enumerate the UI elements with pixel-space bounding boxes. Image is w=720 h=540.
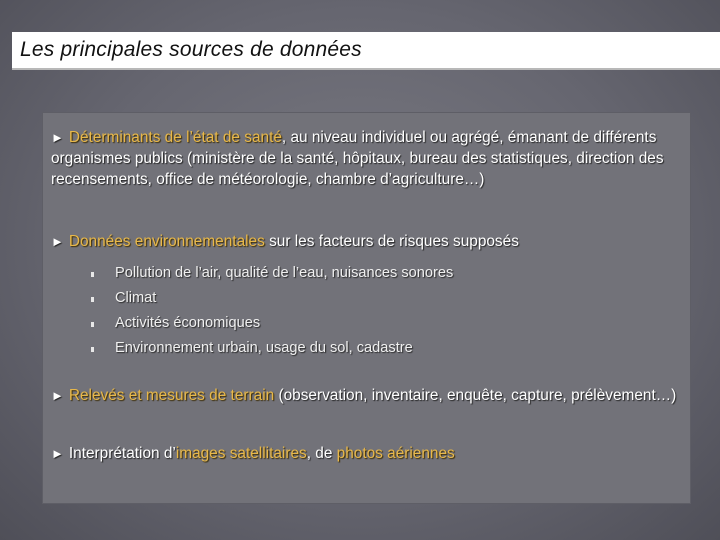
title-bar [12, 32, 720, 70]
sub-list-item [87, 290, 453, 315]
square-bullet-icon [91, 272, 94, 277]
arrow-bullet-icon: ► [51, 130, 64, 145]
sub-item-text: Pollution de l’air, qualité de l’eau, nuisances sonores [115, 265, 454, 281]
bullet-highlight: images satellitaires [175, 445, 307, 462]
bullet-highlight: Déterminants de l’état de santé [68, 129, 282, 146]
content-panel [42, 112, 691, 504]
sub-list-item [87, 340, 453, 365]
sub-item-text: Climat [115, 290, 157, 306]
bullet-highlight: Relevés et mesures de terrain [68, 387, 275, 404]
bullet-text: (observation, inventaire, enquête, capture, prélèvement…) [274, 387, 677, 404]
bullet-determinants [51, 127, 687, 190]
bullet-text: , de [306, 445, 337, 462]
sub-item-text: Activités économiques [115, 315, 261, 331]
bullet-donnees-environnementales [51, 231, 687, 252]
bullet-text: sur les facteurs de risques supposés [264, 233, 519, 250]
sub-list [87, 265, 453, 365]
sub-list-item [87, 265, 453, 290]
bullet-highlight: photos aériennes [336, 445, 455, 462]
bullet-interpretation [51, 443, 687, 464]
square-bullet-icon [91, 347, 94, 352]
bullet-highlight: Données environnementales [68, 233, 265, 250]
sub-list-item [87, 315, 453, 340]
square-bullet-icon [91, 297, 94, 302]
slide-title: Les principales sources de données [20, 38, 362, 61]
bullet-text: Interprétation d’ [68, 445, 176, 462]
arrow-bullet-icon: ► [51, 388, 64, 403]
arrow-bullet-icon: ► [51, 234, 64, 249]
bullet-text: , au niveau individuel ou agrégé, émanant de différents organismes publics (ministère de la santé, hôpitaux, bureau des statistiques, direction des recensements, office de météorologie, chambre d’agriculture…) [51, 129, 664, 188]
bullet-releves-mesures [51, 385, 687, 406]
square-bullet-icon [91, 322, 94, 327]
arrow-bullet-icon: ► [51, 446, 64, 461]
sub-item-text: Environnement urbain, usage du sol, cadastre [115, 340, 413, 356]
